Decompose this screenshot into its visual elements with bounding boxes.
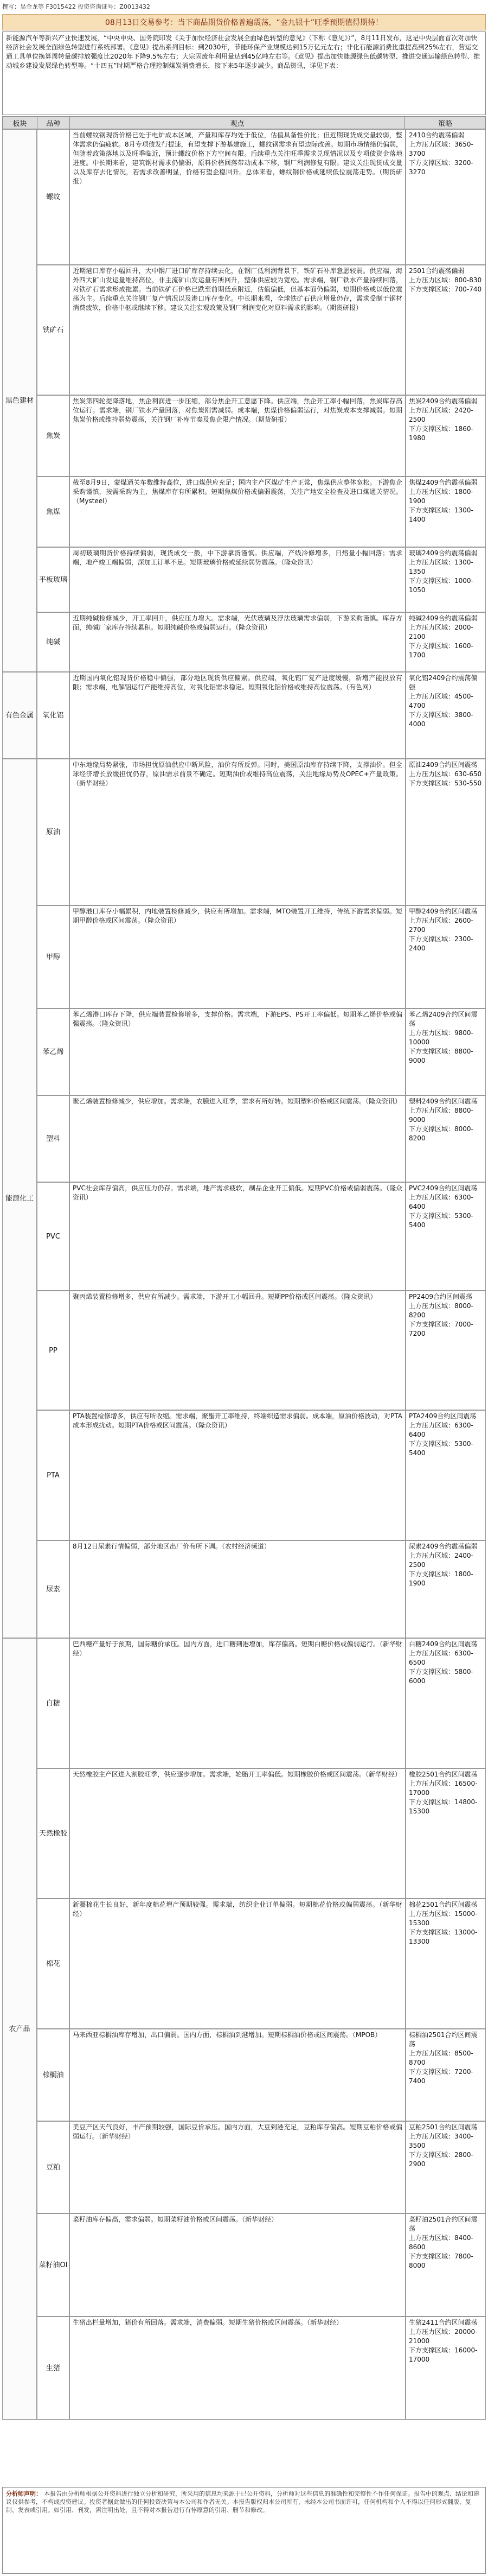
header-view: 观点 [70, 117, 406, 129]
strategy-cell: PP2409合约区间震荡 上方压力区域：8000-8200 下方支撑区域：7000-7200 [406, 1291, 486, 1410]
variety-cell: PP [37, 1291, 69, 1410]
strategy-cell: 焦煤2409合约震荡偏弱 上方压力区域：1800-1900 下方支撑区域：1300-1400 [406, 477, 486, 547]
view-cell: 甲醇港口库存小幅累积，内地装置检修减少，供应有所增加。需求端，MTO装置开工维持，传统下游需求偏弱。短期甲醇价格或区间震荡。（隆众资讯） [69, 905, 406, 1008]
variety-cell: 氧化铝 [37, 672, 69, 759]
intro-paragraph: 新能源汽车等新兴产业快速发展，“中央申央、国务院印发《关于加快经济社会发展全面绿色转型的意见》（下称《意见》）”，8月11日发布，这是中央层面首次对加快经济社会发展全面绿色转型进行系统部署。《意见》提出系列目标：到2030年，节能环保产业规模达到15万亿元左右；非化石能源消费比重提高到25%左右，营运交通工具单位换算周转量碳排放强度比2020年下降9.5%左右；大宗固废年利用量达到45亿吨左右等。《意见》提出加快能源绿色低碳转型、推进交通运输绿色转型、推动城乡建设发展绿色转型等。“十四五”时期严格合理控制煤炭消费增长，接下来5年逐步减少。商品资讯，详见下表： [2, 31, 486, 115]
strategy-cell: 棉花2501合约区间震荡 上方压力区域：15000-15300 下方支撑区域：13000-13300 [406, 1899, 486, 2029]
disclaimer [2, 2487, 486, 2574]
view-cell: PTA装置检修增多，供应有所收缩。需求端，聚酯开工率维持，终端织造需求偏弱。成本端，原油价格波动，对PTA成本形成扰动。短期PTA价格或区间震荡。（隆众资讯） [69, 1410, 406, 1540]
header-variety: 品种 [37, 117, 70, 129]
variety-cell: 豆粕 [37, 2121, 69, 2213]
table-body [2, 129, 486, 2486]
variety-cell: 天然橡胶 [37, 1768, 69, 1899]
sector-cell: 有色金属 [2, 672, 37, 759]
view-cell: 新疆棉花生长良好，新年度棉花增产预期较强。需求端，纺织企业订单偏弱。短期棉花价格或偏弱震荡。（新华财经） [69, 1899, 406, 2029]
strategy-cell: 氧化铝2409合约震荡偏强 上方压力区域：4500-4700 下方支撑区域：3800-4000 [406, 672, 486, 759]
strategy-cell: 甲醇2409合约区间震荡 上方压力区域：2600-2700 下方支撑区域：2300-2400 [406, 905, 486, 1008]
variety-cell: 螺纹 [37, 129, 69, 265]
strategy-cell: 菜籽油2501合约区间震荡 上方压力区域：8400-8600 下方支撑区域：7800-8000 [406, 2213, 486, 2317]
sector-cell: 黑色建材 [2, 129, 37, 672]
view-cell: PVC社会库存偏高，供应压力仍存。需求端，地产需求疲软，制品企业开工偏低。短期PVC价格或偏弱震荡。（隆众资讯） [69, 1182, 406, 1291]
variety-cell: 棕榈油 [37, 2029, 69, 2121]
sector-cell: 能源化工 [2, 759, 37, 1638]
variety-cell: 生猪 [37, 2317, 69, 2420]
view-cell: 中东地缘局势紧张，市场担忧原油供应中断风险，油价有所反弹。同时，美国原油库存持续下降，支撑油价。但全球经济增长放缓担忧仍存，原油需求前景不确定。短期油价或维持高位震荡，关注地缘局势及OPEC+产量政策。（新华财经） [69, 759, 406, 905]
strategy-cell: 橡胶2501合约区间震荡 上方压力区域：16500-17000 下方支撑区域：14800-15300 [406, 1768, 486, 1899]
view-cell: 美豆产区天气良好，丰产预期较强，国际豆价承压。国内方面，大豆到港充足，豆粕库存偏高。短期豆粕价格或偏弱运行。（新华财经） [69, 2121, 406, 2213]
top-bar: 撰写：吴金龙等 F3015422 投资咨询证号：Z0013432 [2, 3, 150, 10]
variety-cell: 棉花 [37, 1899, 69, 2029]
strategy-cell: 纯碱2409合约震荡偏弱 上方压力区域：2000-2100 下方支撑区域：1600-1700 [406, 612, 486, 672]
view-cell: 菜籽油库存偏高，需求偏弱。短期菜籽油价格或区间震荡。（新华财经） [69, 2213, 406, 2317]
table-header [2, 116, 486, 129]
variety-cell: 苯乙烯 [37, 1008, 69, 1095]
strategy-cell: PVC2409合约区间震荡 上方压力区域：6300-6400 下方支撑区域：5300-5400 [406, 1182, 486, 1291]
view-cell: 近期纯碱检修减少，开工率回升，供应压力增大。需求端，光伏玻璃及浮法玻璃需求偏弱，下游采购谨慎。库存方面，纯碱厂家库存持续累积。短期纯碱价格或偏弱运行。（隆众资讯） [69, 612, 406, 672]
view-cell: 马来西亚棕榈油库存增加，出口偏弱。国内方面，棕榈油到港增加。短期棕榈油价格或区间震荡。（MPOB） [69, 2029, 406, 2121]
strategy-cell: 豆粕2501合约区间震荡 上方压力区域：3400-3500 下方支撑区域：2800-2900 [406, 2121, 486, 2213]
view-cell: 聚丙烯装置检修增多，供应有所减少。需求端，下游开工小幅回升。短期PP价格或区间震荡。（隆众资讯） [69, 1291, 406, 1410]
strategy-cell: 生猪2411合约区间震荡 上方压力区域：20000-21000 下方支撑区域：16000-17000 [406, 2317, 486, 2420]
variety-cell: 平板玻璃 [37, 547, 69, 612]
strategy-cell: 棕榈油2501合约区间震荡 上方压力区域：8500-8700 下方支撑区域：7200-7400 [406, 2029, 486, 2121]
view-cell: 近期港口库存小幅回升，大中钢厂进口矿库存持续去化，在钢厂低利润背景下，铁矿石补库意愿较弱。供应端，海外四大矿山发运量维持高位，非主流矿山发运量有所回升，整体供应较为宽松。需求端，钢厂铁水产量持续回落，对铁矿石需求形成拖累。当前铁矿石价格已跌至前期低点附近，估值偏低，但基本面仍偏弱，短期价格或以低位震荡为主。后续重点关注钢厂复产情况以及港口库存变化。中长期来看，全球铁矿石供应增量仍存，需求受制于钢材消费疲软，价格中枢或继续下移。建议关注宏观政策及钢厂利润变化对原料需求的影响。（期货研报） [69, 265, 406, 395]
view-cell: 苯乙烯港口库存下降，供应端装置检修增多，支撑价格。需求端，下游EPS、PS开工率偏低。短期苯乙烯价格或偏强震荡。（隆众资讯） [69, 1008, 406, 1095]
strategy-cell: 塑料2409合约区间震荡 上方压力区域：8800-9000 下方支撑区域：8000-8200 [406, 1095, 486, 1182]
variety-cell: 焦煤 [37, 477, 69, 547]
strategy-cell: 2410合约震荡偏弱 上方压力区域：3650-3700 下方支撑区域：3200-3270 [406, 129, 486, 265]
header-sector: 板块 [3, 117, 37, 129]
strategy-cell: 白糖2409合约区间震荡 上方压力区域：6300-6500 下方支撑区域：5800-6000 [406, 1638, 486, 1768]
header-banner: 08月13日交易参考：当下商品期货价格普遍震荡，“金九银十”旺季预期值得期待！ [2, 14, 486, 30]
variety-cell: 纯碱 [37, 612, 69, 672]
variety-cell: 白糖 [37, 1638, 69, 1768]
variety-cell: 焦炭 [37, 395, 69, 477]
disclaimer-text: 本报告由分析师根据公开资料进行独立分析和研究，所采用的信息均来源于已公开资料，分析师对这些信息的准确性和完整性不作任何保证。报告中的观点、结论和建议仅供参考，不构成投资建议。投资者据此做出的任何投资决策与本公司和作者无关。本报告版权归本公司所有，未经本公司书面许可，任何机构和个人不得以任何形式翻版、复制、发表或引用。如引用、刊发，需注明出处，且不得对本报告进行有悖原意的引用、删节和修改。 [6, 2490, 479, 2514]
strategy-cell: 尿素2409合约震荡偏弱 上方压力区域：2400-2500 下方支撑区域：1800-1900 [406, 1540, 486, 1638]
header-strategy: 策略 [438, 119, 453, 128]
view-cell: 近期国内氧化铝现货价格稳中偏强，部分地区现货供应偏紧。供应端，氧化铝厂复产进度缓慢，新增产能投放有限；需求端，电解铝运行产能维持高位，对氧化铝需求稳定。短期氧化铝价格或维持高位震荡。（有色网） [69, 672, 406, 759]
view-cell: 天然橡胶主产区进入割胶旺季，供应逐步增加。需求端，轮胎开工率偏低。短期橡胶价格或区间震荡。（新华财经） [69, 1768, 406, 1899]
view-cell: 焦炭第四轮提降落地，焦企利润进一步压缩，部分焦企开工意愿下降。供应端，焦企开工率小幅回落，焦炭库存高位运行。需求端，钢厂铁水产量回落，对焦炭刚需减弱。成本端，焦煤价格偏弱运行，对焦炭成本支撑减弱。短期焦炭价格或维持弱势震荡，关注钢厂补库节奏及焦企限产情况。（期货研报） [69, 395, 406, 477]
variety-cell: 菜籽油OI [37, 2213, 69, 2317]
variety-cell: 原油 [37, 759, 69, 905]
variety-cell: PVC [37, 1182, 69, 1291]
sector-cell: 农产品 [2, 1638, 37, 2420]
view-cell: 生猪出栏量增加，猪价有所回落。需求端，消费偏弱。短期生猪价格或区间震荡。（新华财经） [69, 2317, 406, 2420]
strategy-cell: 2501合约震荡偏弱 上方压力区域：800-830 下方支撑区域：700-740 [406, 265, 486, 395]
variety-cell: 甲醇 [37, 905, 69, 1008]
view-cell: 截至8月9日，蒙煤通关车数维持高位，进口煤供应充足；国内主产区煤矿生产正常，焦煤供应整体宽松。下游焦企采购谨慎，按需采购为主，焦煤库存有所累积。短期焦煤价格或偏弱震荡，关注产地安全检查及进口煤通关情况。（Mysteel） [69, 477, 406, 547]
variety-cell: 塑料 [37, 1095, 69, 1182]
strategy-cell: PTA2409合约区间震荡 上方压力区域：6300-6400 下方支撑区域：5300-5400 [406, 1410, 486, 1540]
view-cell: 当前螺纹钢现货价格已处于电炉成本区域，产量和库存均处于低位，估值具备性价比；但近期现货成交量较弱，整体需求仍偏疲软。8月专项债发行提速，有望支撑下游基建施工，螺纹钢需求有望边际改善。短期市场情绪仍偏弱，但随着政策落地以及旺季临近，预计螺纹价格下方空间有限。后续重点关注旺季需求兑现情况以及专项债资金落地进度。中长期来看，建筑钢材需求仍偏弱，原料价格回落带动成本下移，钢厂利润修复有限。建议关注现货成交量以及库存去化情况，若需求改善明显，价格有望企稳回升。总体来看，螺纹钢价格或延续低位震荡走势。（期货研报） [69, 129, 406, 265]
strategy-cell: 苯乙烯2409合约区间震荡 上方压力区域：9800-10000 下方支撑区域：8800-9000 [406, 1008, 486, 1095]
variety-cell: 尿素 [37, 1540, 69, 1638]
variety-cell: PTA [37, 1410, 69, 1540]
strategy-cell: 焦炭2409合约震荡偏弱 上方压力区域：2420-2500 下方支撑区域：1860-1980 [406, 395, 486, 477]
view-cell: 8月12日尿素行情偏弱，部分地区出厂价有所下调。（农村经济频道） [69, 1540, 406, 1638]
view-cell: 聚乙烯装置检修减少，供应增加。需求端，农膜进入旺季，需求有所好转。短期塑料价格或区间震荡。（隆众资讯） [69, 1095, 406, 1182]
disclaimer-title: 分析师声明： [6, 2490, 42, 2497]
view-cell: 周初玻璃期货价格持续偏弱，现货成交一般，中下游拿货谨慎。供应端，产线冷修增多，日熔量小幅回落；需求端，地产竣工端偏弱，深加工订单不足。短期玻璃价格或延续弱势震荡。（隆众资讯） [69, 547, 406, 612]
strategy-cell: 原油2409合约区间震荡 上方压力区域：630-650 下方支撑区域：530-550 [406, 759, 486, 905]
variety-cell: 铁矿石 [37, 265, 69, 395]
view-cell: 巴西糖产量好于预期，国际糖价承压。国内方面，进口糖到港增加，库存偏高。短期白糖价格或偏弱运行。（新华财经） [69, 1638, 406, 1768]
strategy-cell: 玻璃2409合约震荡偏弱 上方压力区域：1300-1350 下方支撑区域：1000-1050 [406, 547, 486, 612]
